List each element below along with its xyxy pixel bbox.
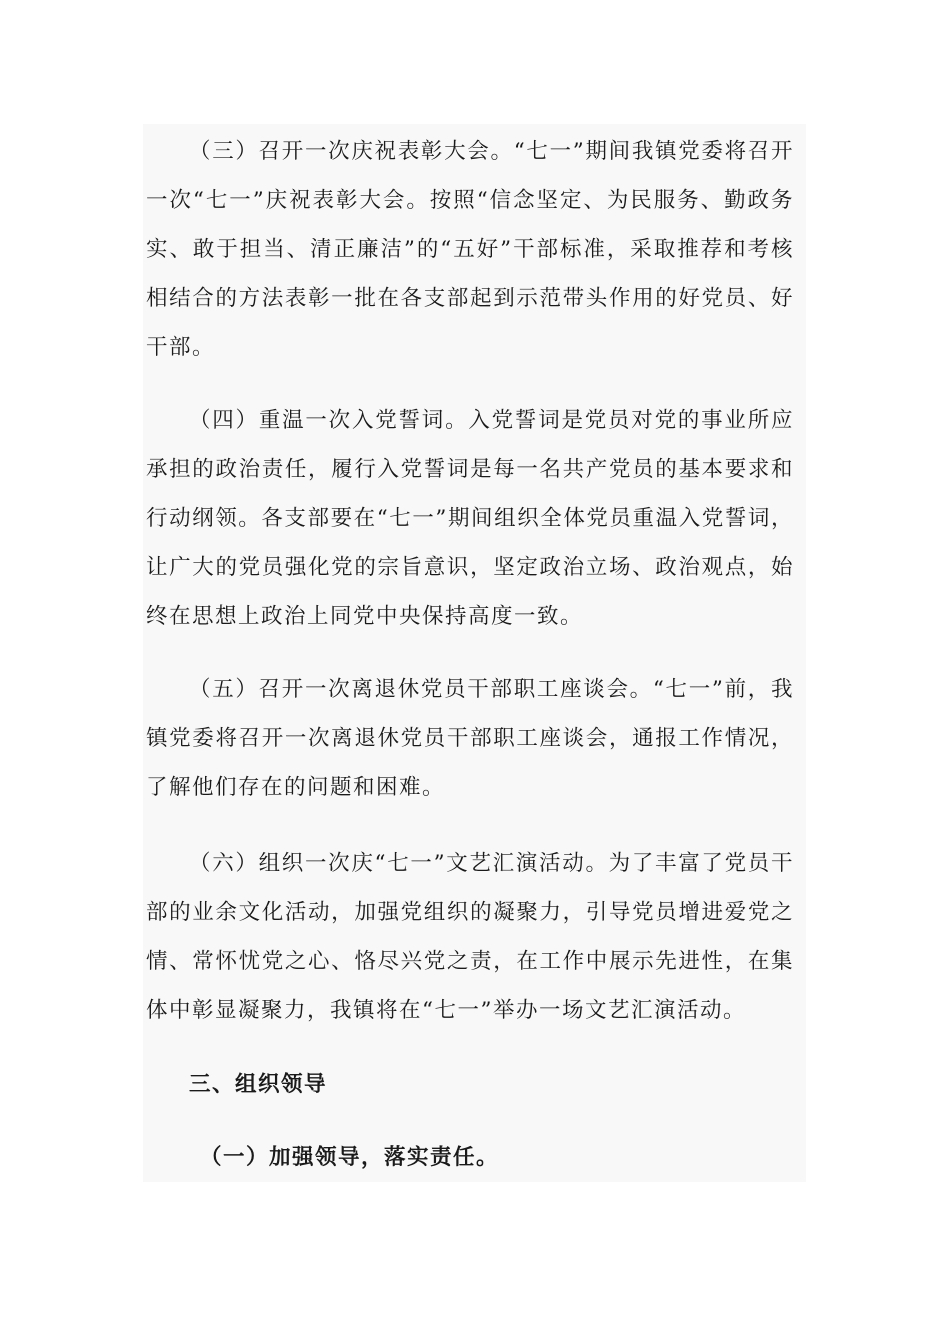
section-heading-organization: 三、组织领导 (189, 1072, 328, 1097)
paragraph-oath-review: （四）重温一次入党誓词。入党誓词是党员对党的事业所应承担的政治责任，履行入党誓词是每一名共产党员的基本要求和行动纲领。各支部要在“七一”期间组织全体党员重温入党誓词，让广大的党员强化党的宗旨意识，坚定政治立场、政治观点，始终在思想上政治上同党中央保持高度一致。 (146, 408, 794, 629)
subsection-heading-leadership: （一）加强领导，落实责任。 (200, 1145, 500, 1170)
paragraph-art-performance: （六）组织一次庆“七一”文艺汇演活动。为了丰富了党员干部的业余文化活动，加强党组织的凝聚力，引导党员增进爱党之情、常怀忧党之心、恪尽兴党之责，在工作中展示先进性，在集体中彰显凝聚力，我镇将在“七一”举办一场文艺汇演活动。 (146, 851, 794, 1023)
paragraph-retiree-forum: （五）召开一次离退休党员干部职工座谈会。“七一”前，我镇党委将召开一次离退休党员干部职工座谈会，通报工作情况，了解他们存在的问题和困难。 (146, 677, 794, 800)
paragraph-celebration-meeting: （三）召开一次庆祝表彰大会。“七一”期间我镇党委将召开一次“七一”庆祝表彰大会。按照“信念坚定、为民服务、勤政务实、敢于担当、清正廉洁”的“五好”干部标准，采取推荐和考核相结合的方法表彰一批在各支部起到示范带头作用的好党员、好干部。 (146, 139, 794, 360)
